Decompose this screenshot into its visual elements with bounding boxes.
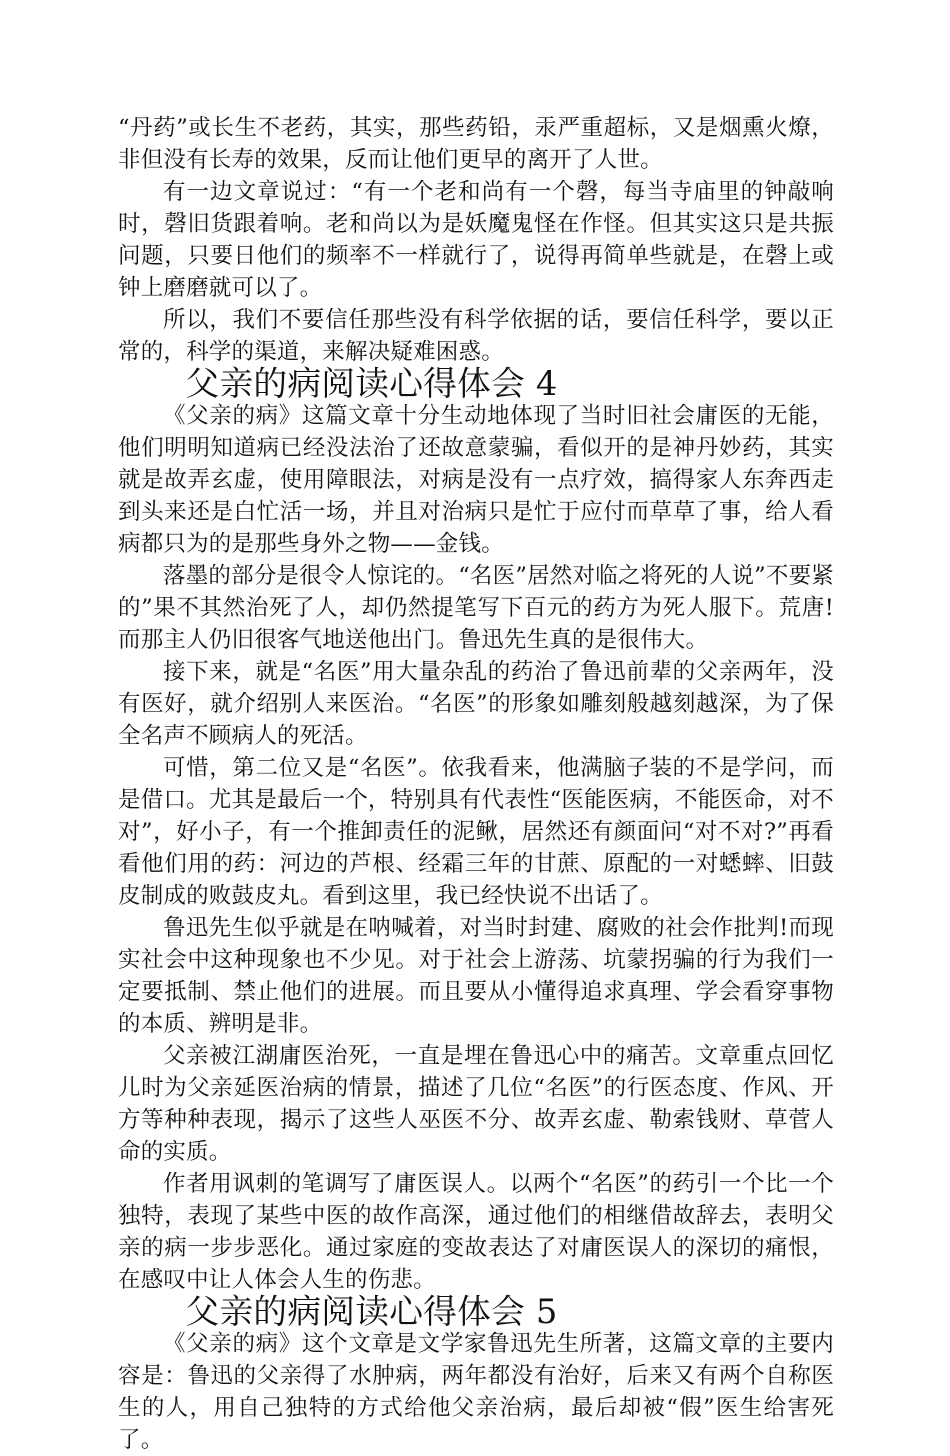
paragraph-2: 有一边文章说过：“有一个老和尚有一个磬，每当寺庙里的钟敲响时，磬旧货跟着响。老和尚以为是妖魔鬼怪在作怪。但其实这只是共振问题，只要日他们的频率不一样就行了，说得再简单些就是，在磬上或钟上磨磨就可以了。	[118, 179, 834, 301]
section-heading-5: 父亲的病阅读心得体会 5	[185, 1292, 558, 1331]
document-page	[118, 112, 834, 1456]
paragraph-10: 作者用讽刺的笔调写了庸医误人。以两个“名医”的药引一个比一个独特，表现了某些中医的故作高深，通过他们的相继借故辞去，表明父亲的病一步步恶化。通过家庭的变故表达了对庸医误人的深切的痛恨，在感叹中让人体会人生的伤悲。	[118, 1171, 834, 1293]
paragraph-6: 接下来，就是“名医”用大量杂乱的药治了鲁迅前辈的父亲两年，没有医好，就介绍别人来医治。“名医”的形象如雕刻般越刻越深，为了保全名声不顾病人的死活。	[118, 659, 834, 749]
paragraph-11: 《父亲的病》这个文章是文学家鲁迅先生所著，这篇文章的主要内容是：鲁迅的父亲得了水肿病，两年都没有治好，后来又有两个自称医生的人，用自己独特的方式给他父亲治病，最后却被“假”医生给害死了。	[118, 1331, 834, 1453]
paragraph-4: 《父亲的病》这篇文章十分生动地体现了当时旧社会庸医的无能，他们明明知道病已经没法治了还故意蒙骗，看似开的是神丹妙药，其实就是故弄玄虚，使用障眼法，对病是没有一点疗效，搞得家人东奔西走到头来还是白忙活一场，并且对治病只是忙于应付而草草了事，给人看病都只为的是那些身外之物——金钱。	[118, 403, 834, 557]
paragraph-3: 所以，我们不要信任那些没有科学依据的话，要信任科学，要以正常的，科学的渠道，来解决疑难困惑。	[118, 307, 834, 365]
paragraph-5: 落墨的部分是很令人惊诧的。“名医”居然对临之将死的人说”不要紧的”果不其然治死了人，却仍然提笔写下百元的药方为死人服下。荒唐!而那主人仍旧很客气地送他出门。鲁迅先生真的是很伟大。	[118, 563, 834, 653]
paragraph-8: 鲁迅先生似乎就是在呐喊着，对当时封建、腐败的社会作批判!而现实社会中这种现象也不少见。对于社会上游荡、坑蒙拐骗的行为我们一定要抵制、禁止他们的进展。而且要从小懂得追求真理、学会看穿事物的本质、辨明是非。	[118, 915, 834, 1037]
paragraph-9: 父亲被江湖庸医治死，一直是埋在鲁迅心中的痛苦。文章重点回忆儿时为父亲延医治病的情景，描述了几位“名医”的行医态度、作风、开方等种种表现，揭示了这些人巫医不分、故弄玄虚、勒索钱财、草菅人命的实质。	[118, 1043, 834, 1165]
section-heading-4: 父亲的病阅读心得体会 4	[185, 364, 558, 403]
paragraph-1: “丹药”或长生不老药，其实，那些药铅，汞严重超标，又是烟熏火燎，非但没有长寿的效果，反而让他们更早的离开了人世。	[118, 115, 834, 173]
paragraph-7: 可惜，第二位又是“名医”。依我看来，他满脑子装的不是学问，而是借口。尤其是最后一个，特别具有代表性“医能医病，不能医命，对不对”，好小子，有一个推卸责任的泥鳅，居然还有颜面问“对不对?”再看看他们用的药：河边的芦根、经霜三年的甘蔗、原配的一对蟋蟀、旧鼓皮制成的败鼓皮丸。看到这里，我已经快说不出话了。	[118, 755, 834, 909]
